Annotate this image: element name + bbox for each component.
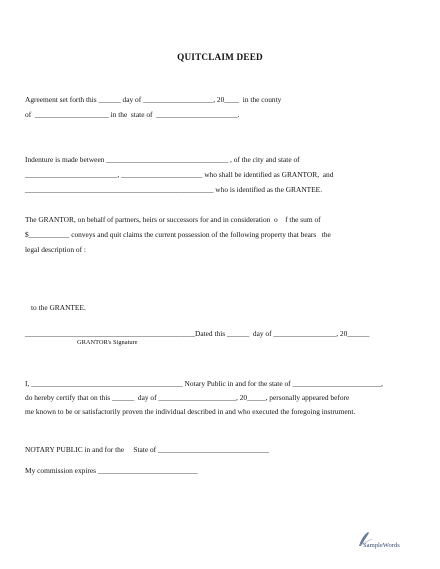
county-state-line: of ____________________ in the state of ______________________. <box>25 110 240 119</box>
commission-expires-line: My commission expires ___________________________ <box>25 466 198 475</box>
agreement-line: Agreement set forth this ______ day of ___________________, 20____ in the county <box>25 95 282 104</box>
grantor-line: _________________________, ______________________ who shall be identified as GRANTOR, and <box>25 170 334 179</box>
to-grantee-line: to the GRANTEE. <box>31 303 86 312</box>
signature-date-line: ______________________________________________Dated this ______ day of _________________, 20______ <box>25 329 370 338</box>
conveys-line: $___________ conveys and quit claims the current possession of the following property that bears the <box>25 230 331 239</box>
grantor-signature-caption: GRANTOR's Signature <box>77 339 138 346</box>
notary-public-state-line: NOTARY PUBLIC in and for the State of ______________________________ <box>25 445 269 454</box>
consideration-line: The GRANTOR, on behalf of partners, heirs or successors for and in consideration o f the sum of <box>25 215 321 224</box>
certify-line: do hereby certify that on this ______ day of _____________________, 20_____, personally appeared before <box>25 393 350 402</box>
proven-line: me known to be or satisfactorily proven the individual described in and who executed the foregoing instrument. <box>25 407 356 416</box>
indenture-line: Indenture is made between _________________________________ , of the city and state of <box>25 155 300 164</box>
samplewords-logo: SampleWords <box>363 542 400 549</box>
notary-name-line: I, _________________________________________ Notary Public in and for the state of ________________________, <box>25 379 384 388</box>
legal-description-line: legal description of : <box>25 245 86 254</box>
grantee-line: ___________________________________________________ who is identified as the GRANTEE. <box>25 185 323 194</box>
document-title: QUITCLAIM DEED <box>177 52 263 62</box>
